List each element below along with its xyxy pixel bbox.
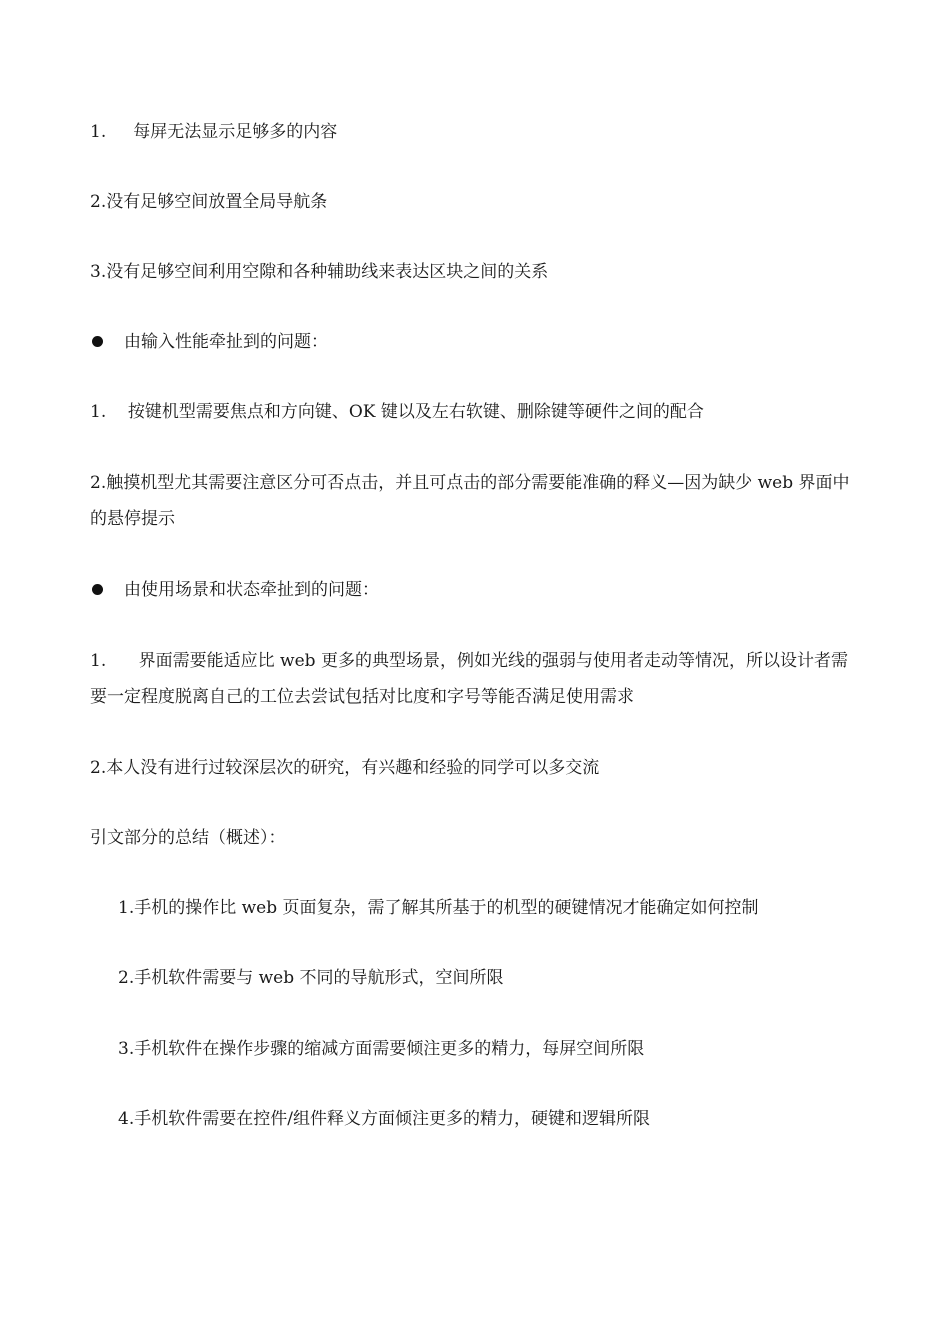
list-item: 1. 界面需要能适应比 web 更多的典型场景，例如光线的强弱与使用者走动等情况，所以设计者需要一定程度脱离自己的工位去尝试包括对比度和字号等能否满足使用需求 xyxy=(90,651,848,707)
summary-heading: 引文部分的总结（概述）： xyxy=(90,828,286,848)
list-item: 2.没有足够空间放置全局导航条 xyxy=(90,192,328,212)
bullet-icon xyxy=(92,584,103,595)
list-item: 1. 每屏无法显示足够多的内容 xyxy=(90,122,338,142)
list-item: 2.触摸机型尤其需要注意区分可否点击，并且可点击的部分需要能准确的释义—因为缺少 web 界面中的悬停提示 xyxy=(90,473,850,529)
list-item: 3.手机软件在操作步骤的缩减方面需要倾注更多的精力，每屏空间所限 xyxy=(118,1039,645,1059)
section-heading: 由使用场景和状态牵扯到的问题： xyxy=(124,580,379,600)
list-item: 1.手机的操作比 web 页面复杂，需了解其所基于的机型的硬键情况才能确定如何控制 xyxy=(118,898,759,918)
list-item: 4.手机软件需要在控件/组件释义方面倾注更多的精力，硬键和逻辑所限 xyxy=(118,1109,650,1129)
list-item: 3.没有足够空间利用空隙和各种辅助线来表达区块之间的关系 xyxy=(90,262,549,282)
section-heading: 由输入性能牵扯到的问题： xyxy=(124,332,328,352)
list-item: 2.本人没有进行过较深层次的研究，有兴趣和经验的同学可以多交流 xyxy=(90,758,600,778)
bullet-icon xyxy=(92,336,103,347)
list-item: 2.手机软件需要与 web 不同的导航形式，空间所限 xyxy=(118,968,504,988)
list-item: 1. 按键机型需要焦点和方向键、OK 键以及左右软键、删除键等硬件之间的配合 xyxy=(90,402,704,422)
